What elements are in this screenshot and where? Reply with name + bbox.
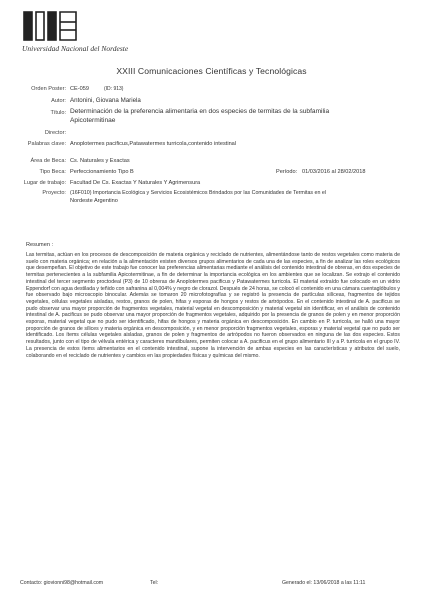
titulo-label: Título: <box>50 110 66 116</box>
director-label: Director: <box>44 130 66 136</box>
tipo-label: Tipo Beca: <box>39 169 66 175</box>
periodo-label: Período: <box>276 169 298 175</box>
orden-label: Orden Poster: <box>31 86 66 92</box>
proyecto-line2: Nordeste Argentino <box>70 198 118 204</box>
tipo-value: Perfeccionamiento Tipo B <box>70 169 134 175</box>
titulo-line1: Determinación de la preferencia alimentaria en dos especies de termitas de la subfamilia <box>70 108 330 115</box>
area-value: Cs. Naturales y Exactas <box>70 158 130 164</box>
lugar-value: Facultad De Cs. Exactas Y Naturales Y Agrimensura <box>70 180 201 186</box>
area-label: Área de Beca: <box>30 158 66 164</box>
autor-label: Autor: <box>51 98 66 104</box>
record-meta <box>0 0 423 240</box>
palabras-label: Palabras clave: <box>27 141 66 147</box>
abstract-heading: Resumen : <box>26 242 54 248</box>
orden-extra: (ID: 913) <box>104 86 124 92</box>
footer-contact: Contacto: giovionni98@hotmail.com <box>20 580 104 586</box>
palabras-value: Anoplotermes pacificus,Patawatermes turricola,contenido intestinal <box>70 141 237 147</box>
footer-tel: Tel: <box>150 580 159 586</box>
proyecto-line1: (16F010) Importancia Ecológica y Servicios Ecosistémicos Brindados por las Comunidades de Termitas en el <box>70 190 327 196</box>
university-name: Universidad Nacional del Nordeste <box>22 44 129 53</box>
footer-generated: Generado el: 13/06/2018 a las 11:11 <box>282 580 366 586</box>
lugar-label: Lugar de trabajo: <box>23 180 66 186</box>
abstract-body: Las termitas, actúan en los procesos de descomposición de materia orgánica y reciclado de nutrientes, alimentándose tanto de restos vegetales como materia de suelo con materia orgánica; en relación a la alimentación existen diversos grupos alimentarios de cada una de las especies, a fin de analizar las roles ecológicos que desempeñan. El objetivo de este trabajo fue conocer las preferencias alimentarias mediante el análisis del contenido intestinal de obreras, en dos especies de termitas pertenecientes a la subfamilia Apicotermitinae, a fin de determinar la importancia ecológica en los ambientes que se localizan. Se extrajo el contenido intestinal del tercer segmento proctodeal (P3) de 10 obreras de Anoplotermes pacificus y Patawatermes turricola. El material extraído fue colocado en un vidrio Eppendorf con agua destilada y teñido con safranina al 0,004% y negro de clorazol. Después de 24 horas, se colocó el contenido en una cámara cuentaglóbulos y fue observado bajo microscopio binocular. Además se tomaron 20 microfotografías y se registró la presencia de partículas silíceas, fragmentos de tejidos vegetales, células vegetales aisladas, restos, granos de polen, hifas y esporas de hongos y restos de artrópodos. En el contenido intestinal de A. pacificus se pudo observar una mayor proporción de fragmentos vegetales, material vegetal en descomposición y material vegetal sin identificar, en el análisis de contenido intestinal de A. pacificus se pudo observar una mayor proporción de fragmentos vegetales, adquirido por la presencia de granos de polen y en menor proporción esporas, material vegetal que no pudo ser identificado, hifas de hongos y materia orgánica en descomposición. En cambio en P. turricola, se halló una mayor proporción de granos de sílices y materia orgánica en descomposición, y en menor proporción fragmentos vegetales, esporas y material vegetal que no pudo ser identificado. Los ítems células vegetales aisladas, granos de polen y fragmentos de artrópodos no fueron observados en ninguna de las dos especies. Estos resultados, junto con el tipo de vélvula entérica y caracteres mandibulares, permiten colocar a A. pacificus en el grupo alimentario III y a P. turricola en el grupo IV. La presencia de estos ítems alimentarios en el contenido intestinal, supone la intervención de ambas especies en las características y atributos del suelo, colaborando en el reciclado de nutrientes y cambios en las propiedades físicas y químicas del mismo. <box>26 252 400 359</box>
autor-value: Antonini, Giovana Mariela <box>70 97 141 104</box>
orden-value: CE-059 <box>70 86 89 92</box>
proyecto-label: Proyecto: <box>42 190 66 196</box>
titulo-line2: Apicotermitinae <box>70 117 116 124</box>
event-title: XXIII Comunicaciones Científicas y Tecnológicas <box>116 66 307 76</box>
periodo-value: 01/03/2016 al 28/02/2018 <box>302 169 366 175</box>
